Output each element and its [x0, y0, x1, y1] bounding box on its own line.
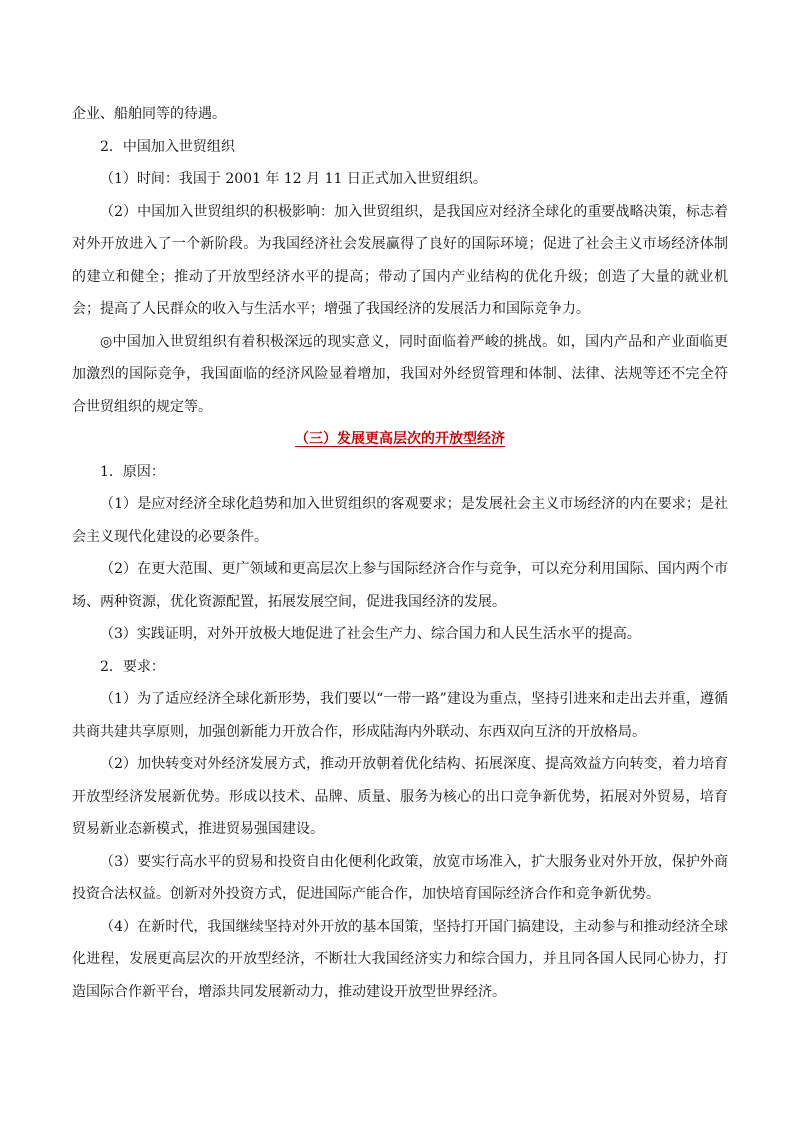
- document-body: [72, 98, 728, 1008]
- paragraph-reason-1: （1）是应对经济全球化趋势和加入世贸组织的客观要求；是发展社会主义市场经济的内在要求；是社会主义现代化建设的必要条件。: [72, 496, 728, 545]
- section-heading: （三）发展更高层次的开放型经济: [295, 431, 505, 447]
- paragraph-reason-2: （2）在更大范围、更广领域和更高层次上参与国际经济合作与竞争，可以充分利用国际、国内两个市场、两种资源，优化资源配置，拓展发展空间，促进我国经济的发展。: [72, 561, 728, 610]
- paragraph-wto-impact: （2）中国加入世贸组织的积极影响：加入世贸组织，是我国应对经济全球化的重要战略决策，标志着对外开放进入了一个新阶段。为我国经济社会发展赢得了良好的国际环境；促进了社会主义市场经济体制的建立和健全；推动了开放型经济水平的提高；带动了国内产业结构的优化升级；创造了大量的就业机会；提高了人民群众的收入与生活水平；增强了我国经济的发展活力和国际竞争力。: [72, 203, 728, 317]
- subheading-requirements: 2．要求：: [100, 658, 165, 675]
- paragraph-wto-challenges: ◎中国加入世贸组织有着积极深远的现实意义，同时面临着严峻的挑战。如，国内产品和产业面临更加激烈的国际竞争，我国面临的经济风险显着增加，我国对外经贸管理和体制、法律、法规等还不完全符合世贸组织的规定等。: [72, 333, 728, 415]
- paragraph-continuation: 企业、船舶同等的待遇。: [72, 106, 226, 122]
- subheading-wto-accession: 2．中国加入世贸组织: [100, 138, 235, 155]
- paragraph-requirement-3: （3）要实行高水平的贸易和投资自由化便利化政策，放宽市场准入，扩大服务业对外开放，保护外商投资合法权益。创新对外投资方式，促进国际产能合作，加快培育国际经济合作和竞争新优势。: [72, 853, 728, 902]
- paragraph-requirement-1: （1）为了适应经济全球化新形势，我们要以“一带一路”建设为重点，坚持引进来和走出去并重，遵循共商共建共享原则，加强创新能力开放合作，形成陆海内外联动、东西双向互济的开放格局。: [72, 691, 728, 740]
- paragraph-wto-time: （1）时间：我国于 2001 年 12 月 11 日正式加入世贸组织。: [100, 171, 487, 187]
- paragraph-requirement-2: （2）加快转变对外经济发展方式，推动开放朝着优化结构、拓展深度、提高效益方向转变，着力培育开放型经济发展新优势。形成以技术、品牌、质量、服务为核心的出口竞争新优势，拓展对外贸易，培育贸易新业态新模式，推进贸易强国建设。: [72, 756, 728, 837]
- subheading-reasons: 1．原因：: [100, 463, 165, 480]
- paragraph-requirement-4: （4）在新时代，我国继续坚持对外开放的基本国策，坚持打开国门搞建设，主动参与和推动经济全球化进程，发展更高层次的开放型经济，不断壮大我国经济实力和综合国力，并且同各国人民同心协力，打造国际合作新平台，增添共同发展新动力，推动建设开放型世界经济。: [72, 918, 728, 1000]
- paragraph-reason-3: （3）实践证明，对外开放极大地促进了社会生产力、综合国力和人民生活水平的提高。: [100, 626, 641, 642]
